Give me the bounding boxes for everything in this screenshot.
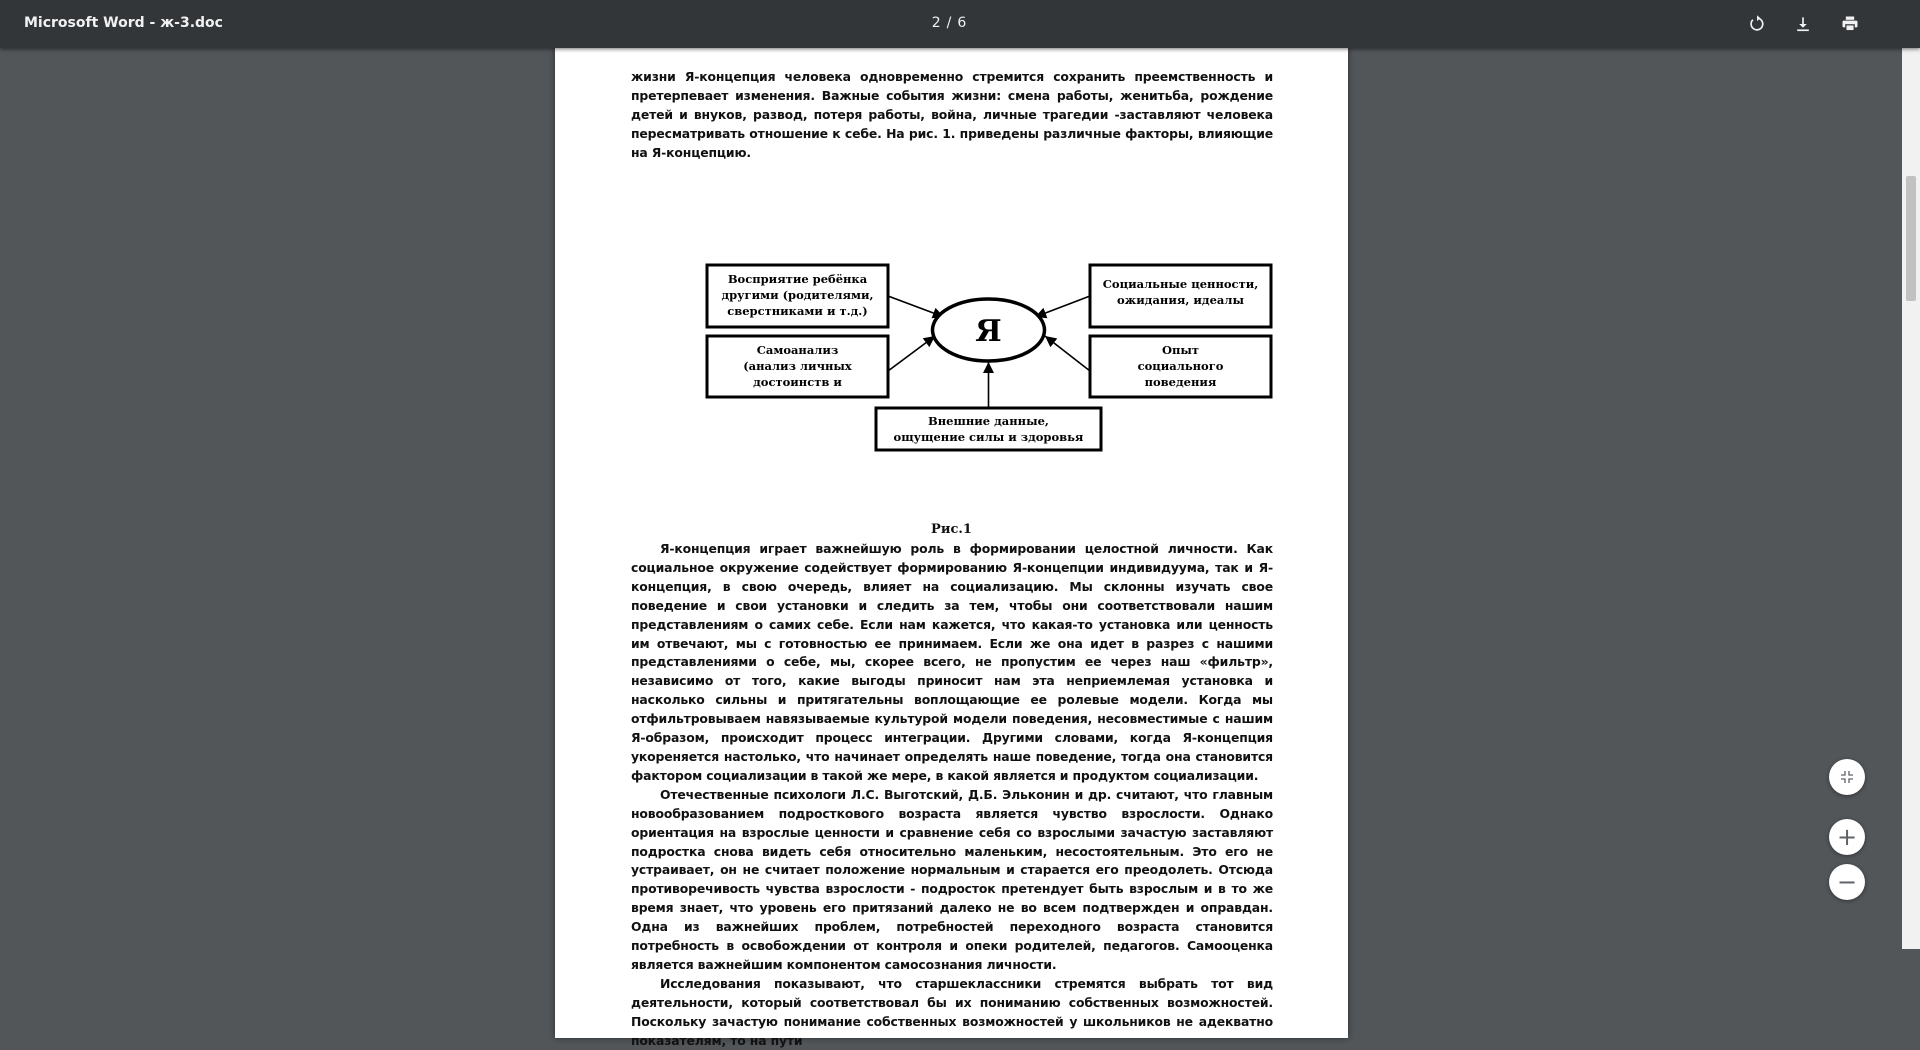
figure-caption: Рис.1 <box>931 522 972 537</box>
total-pages: 6 <box>957 15 967 31</box>
diagram-box-bottom <box>876 408 1101 450</box>
print-icon <box>1840 14 1860 34</box>
self-concept-diagram <box>555 38 1348 508</box>
diagram-box-mid-left <box>707 336 888 397</box>
paragraph-text: Исследования показывают, что старшеклассники стремятся выбрать тот вид деятельности, который соответствовал бы их пониманию собственных возможностей. Поскольку зачастую понимание собственных возможностей у школьников не адекватно показателям, то на пути <box>631 975 1273 1048</box>
rotate-icon <box>1747 14 1767 34</box>
box-line: Социальные ценности, <box>1102 277 1259 291</box>
box-line: (анализ личных <box>743 359 852 373</box>
box-line: ощущение силы и здоровья <box>893 430 1084 444</box>
diagram-box-mid-right <box>1090 336 1271 397</box>
box-line: Опыт <box>1161 343 1200 357</box>
document-viewer[interactable] <box>0 48 1902 1048</box>
page-separator: / <box>946 15 952 31</box>
box-line: другими (родителями, <box>721 288 874 302</box>
box-line: ожидания, идеалы <box>1117 293 1244 307</box>
current-page[interactable]: 2 <box>931 15 941 31</box>
page-counter <box>0 15 1898 31</box>
zoom-out-button[interactable] <box>1829 864 1865 900</box>
box-line: достоинств и <box>753 375 842 389</box>
fit-page-button[interactable] <box>1829 759 1865 795</box>
zoom-in-button[interactable] <box>1829 819 1865 855</box>
scrollbar-thumb[interactable] <box>1906 176 1916 301</box>
document-page <box>555 38 1348 1048</box>
box-line: сверстниками и т.д.) <box>727 304 868 318</box>
download-icon <box>1793 14 1813 34</box>
zoom-out-icon: − <box>1836 868 1858 896</box>
box-line: социального <box>1137 359 1224 373</box>
zoom-in-icon: + <box>1836 823 1858 851</box>
pdf-toolbar <box>0 0 1920 48</box>
paragraph-text: Я-концепция играет важнейшую роль в формировании целостной личности. Как социальное окружение содействует формированию Я-концепции индивидуума, так и Я-концепция, в свою очередь, влияет на социализацию. Мы склонны изучать свое поведение и свои установки и следить за тем, чтобы они соответствовали нашим представлениям о самих себе. Если нам кажется, что какая-то установка или ценность им отвечают, мы с готовностью ее принимаем. Если же она идет в разрез с нашими представлениями о себе, мы, скорее всего, не пропустим ее через наш «фильтр», независимо от того, какие выгоды приносит нам эта неприемлемая установка и насколько сильны и притягательны воплощающие ее ролевые модели. Когда мы отфильтровываем навязываемые культурой модели поведения, несовместимые с нашим Я-образом, происходит процесс интеграции. Другими словами, когда Я-концепция укореняется настолько, что начинает определять наше поведение, тогда она становится фактором социализации в такой же мере, в какой является и продуктом социализации. <box>631 541 1273 783</box>
diagram-box-top-right <box>1090 265 1271 327</box>
center-label: Я <box>975 314 1002 349</box>
box-line: поведения <box>1144 375 1217 389</box>
vertical-scrollbar[interactable] <box>1902 48 1920 949</box>
body-paragraphs <box>631 540 1273 1050</box>
print-button[interactable] <box>1834 8 1866 40</box>
download-button[interactable] <box>1787 8 1819 40</box>
box-line: Самоанализ <box>756 343 839 357</box>
paragraph-text: Отечественные психологи Л.С. Выготский, Д.Б. Эльконин и др. считают, что главным новообразованием подросткового возраста является чувство взрослости. Однако ориентация на взрослые ценности и сравнение себя со взрослыми зачастую заставляют подростка снова видеть себя относительно маленьким, несостоятельным. Это его не устраивает, он не считает положение нормальным и старается его преодолеть. Отсюда противоречивость чувства взрослости - подросток претендует быть взрослым и в то же время знает, что уровень его притязаний далеко не во всем подтвержден и оправдан. Одна из важнейших проблем, потребностей переходного возраста становится потребность в освобождении от контроля и опеки родителей, педагогов. Самооценка является важнейшим компонентом самосознания личности. <box>631 786 1273 972</box>
box-line: Внешние данные, <box>928 414 1049 428</box>
fit-page-icon <box>1839 769 1855 785</box>
rotate-button[interactable] <box>1741 8 1773 40</box>
box-line: Восприятие ребёнка <box>727 272 868 286</box>
diagram-box-top-left <box>707 265 888 327</box>
paragraph-text: жизни Я-концепция человека одновременно стремится сохранить преемственность и претерпевает изменения. Важные события жизни: смена работы, женитьба, рождение детей и внуков, развод, потеря работы, война, личные трагедии -заставляют человека пересматривать отношение к себе. На рис. 1. приведены различные факторы, влияющие на Я-концепцию. <box>631 69 1273 160</box>
document-title: Microsoft Word - ж-3.doc <box>24 15 223 31</box>
diagram-center-ellipse <box>933 299 1045 361</box>
